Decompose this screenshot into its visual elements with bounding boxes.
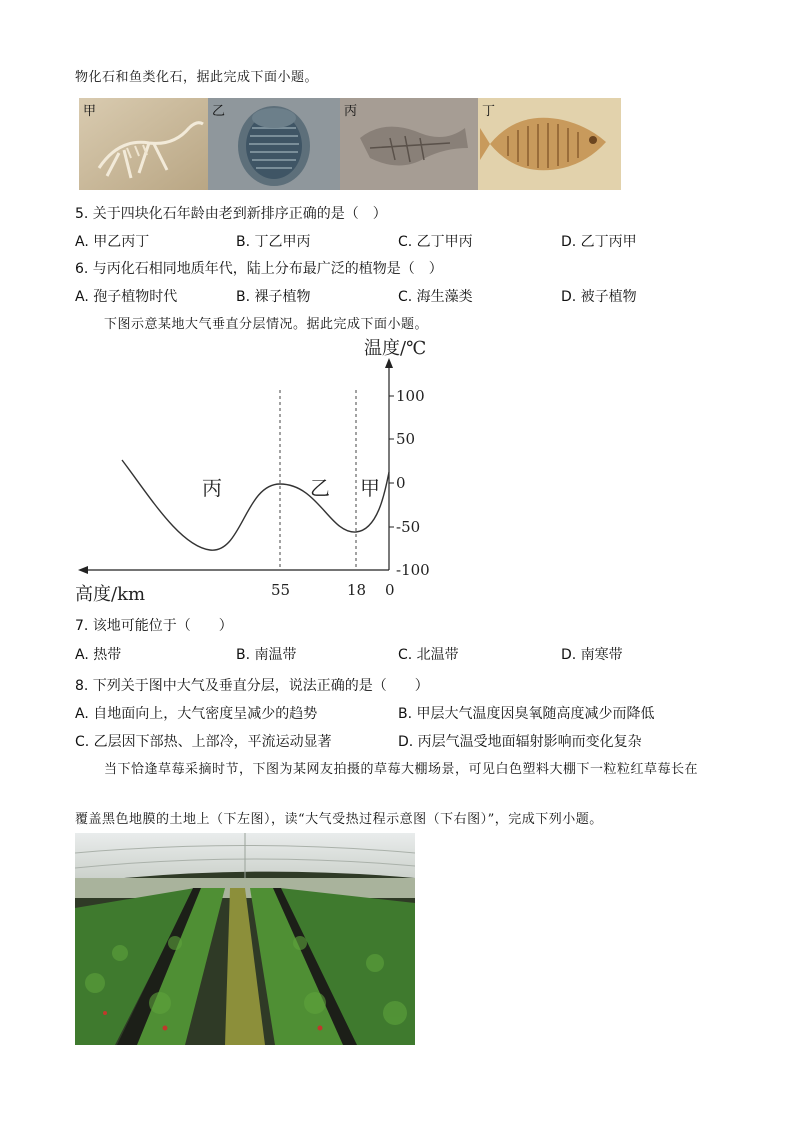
q5-option-a: A. 甲乙丙丁 bbox=[75, 234, 150, 250]
q7-option-b: B. 南温带 bbox=[236, 647, 297, 663]
q8-option-c: C. 乙层因下部热、上部冷，平流运动显著 bbox=[75, 734, 332, 750]
temperature-axis-arrow bbox=[385, 358, 393, 368]
ytick-minus-100: -100 bbox=[396, 561, 430, 579]
q7-option-a: A. 热带 bbox=[75, 647, 122, 663]
fossil-jia-label: 甲 bbox=[83, 104, 97, 119]
layer-label-yi: 乙 bbox=[310, 476, 330, 500]
q8-option-a: A. 自地面向上，大气密度呈减少的趋势 bbox=[75, 706, 318, 722]
q6-option-d: D. 被子植物 bbox=[561, 289, 637, 305]
q5-stem: 5. 关于四块化石年龄由老到新排序正确的是（ ） bbox=[75, 206, 387, 222]
fossil-jia-image bbox=[79, 98, 208, 190]
q6-stem: 6. 与丙化石相同地质年代，陆上分布最广泛的植物是（ ） bbox=[75, 261, 443, 277]
atmosphere-layer-diagram bbox=[60, 332, 440, 612]
q7-stem: 7. 该地可能位于（ ） bbox=[75, 618, 233, 634]
q5-option-b: B. 丁乙甲丙 bbox=[236, 234, 311, 250]
fossil-bing-image bbox=[340, 98, 478, 190]
fossil-ding-label: 丁 bbox=[482, 104, 496, 119]
q5-option-d: D. 乙丁丙甲 bbox=[561, 234, 637, 250]
q7-option-d: D. 南寒带 bbox=[561, 647, 623, 663]
ytick-50: 50 bbox=[396, 430, 416, 448]
intro-text-1: 物化石和鱼类化石，据此完成下面小题。 bbox=[75, 70, 319, 85]
q6-option-a: A. 孢子植物时代 bbox=[75, 289, 178, 305]
layer-label-bing: 丙 bbox=[202, 476, 222, 500]
q8-option-b: B. 甲层大气温度因臭氧随高度减少而降低 bbox=[398, 706, 655, 722]
altitude-axis-arrow bbox=[78, 566, 88, 574]
xtick-18: 18 bbox=[347, 581, 367, 599]
fossil-yi-label: 乙 bbox=[212, 104, 226, 119]
xtick-55: 55 bbox=[271, 581, 291, 599]
intro-text-2: 下图示意某地大气垂直分层情况。据此完成下面小题。 bbox=[104, 317, 429, 332]
q8-stem: 8. 下列关于图中大气及垂直分层，说法正确的是（ ） bbox=[75, 678, 429, 694]
ytick-0: 0 bbox=[396, 474, 406, 492]
ytick-minus-50: -50 bbox=[396, 518, 421, 536]
q6-option-c: C. 海生藻类 bbox=[398, 289, 473, 305]
q8-option-d: D. 丙层气温受地面辐射影响而变化复杂 bbox=[398, 734, 642, 750]
fossil-image-strip bbox=[79, 98, 621, 190]
ytick-100: 100 bbox=[396, 387, 425, 405]
xtick-0: 0 bbox=[385, 581, 395, 599]
temperature-curve bbox=[122, 460, 389, 550]
fossil-yi-image bbox=[208, 98, 340, 190]
fossil-ding-image bbox=[478, 98, 621, 190]
q7-option-c: C. 北温带 bbox=[398, 647, 459, 663]
fossil-bing-label: 丙 bbox=[344, 104, 358, 119]
q5-option-c: C. 乙丁甲丙 bbox=[398, 234, 473, 250]
strawberry-greenhouse-photo bbox=[75, 833, 415, 1045]
y-axis-title: 温度/℃ bbox=[364, 338, 427, 359]
intro-text-3a: 当下恰逢草莓采摘时节，下图为某网友拍摄的草莓大棚场景，可见白色塑料大棚下一粒粒红草莓长在 bbox=[104, 762, 699, 777]
x-axis-title: 高度/km bbox=[75, 584, 146, 605]
intro-text-3b: 覆盖黑色地膜的土地上（下左图），读“大气受热过程示意图（下右图）”，完成下列小题。 bbox=[75, 812, 603, 827]
q6-option-b: B. 裸子植物 bbox=[236, 289, 311, 305]
layer-label-jia: 甲 bbox=[360, 476, 380, 500]
